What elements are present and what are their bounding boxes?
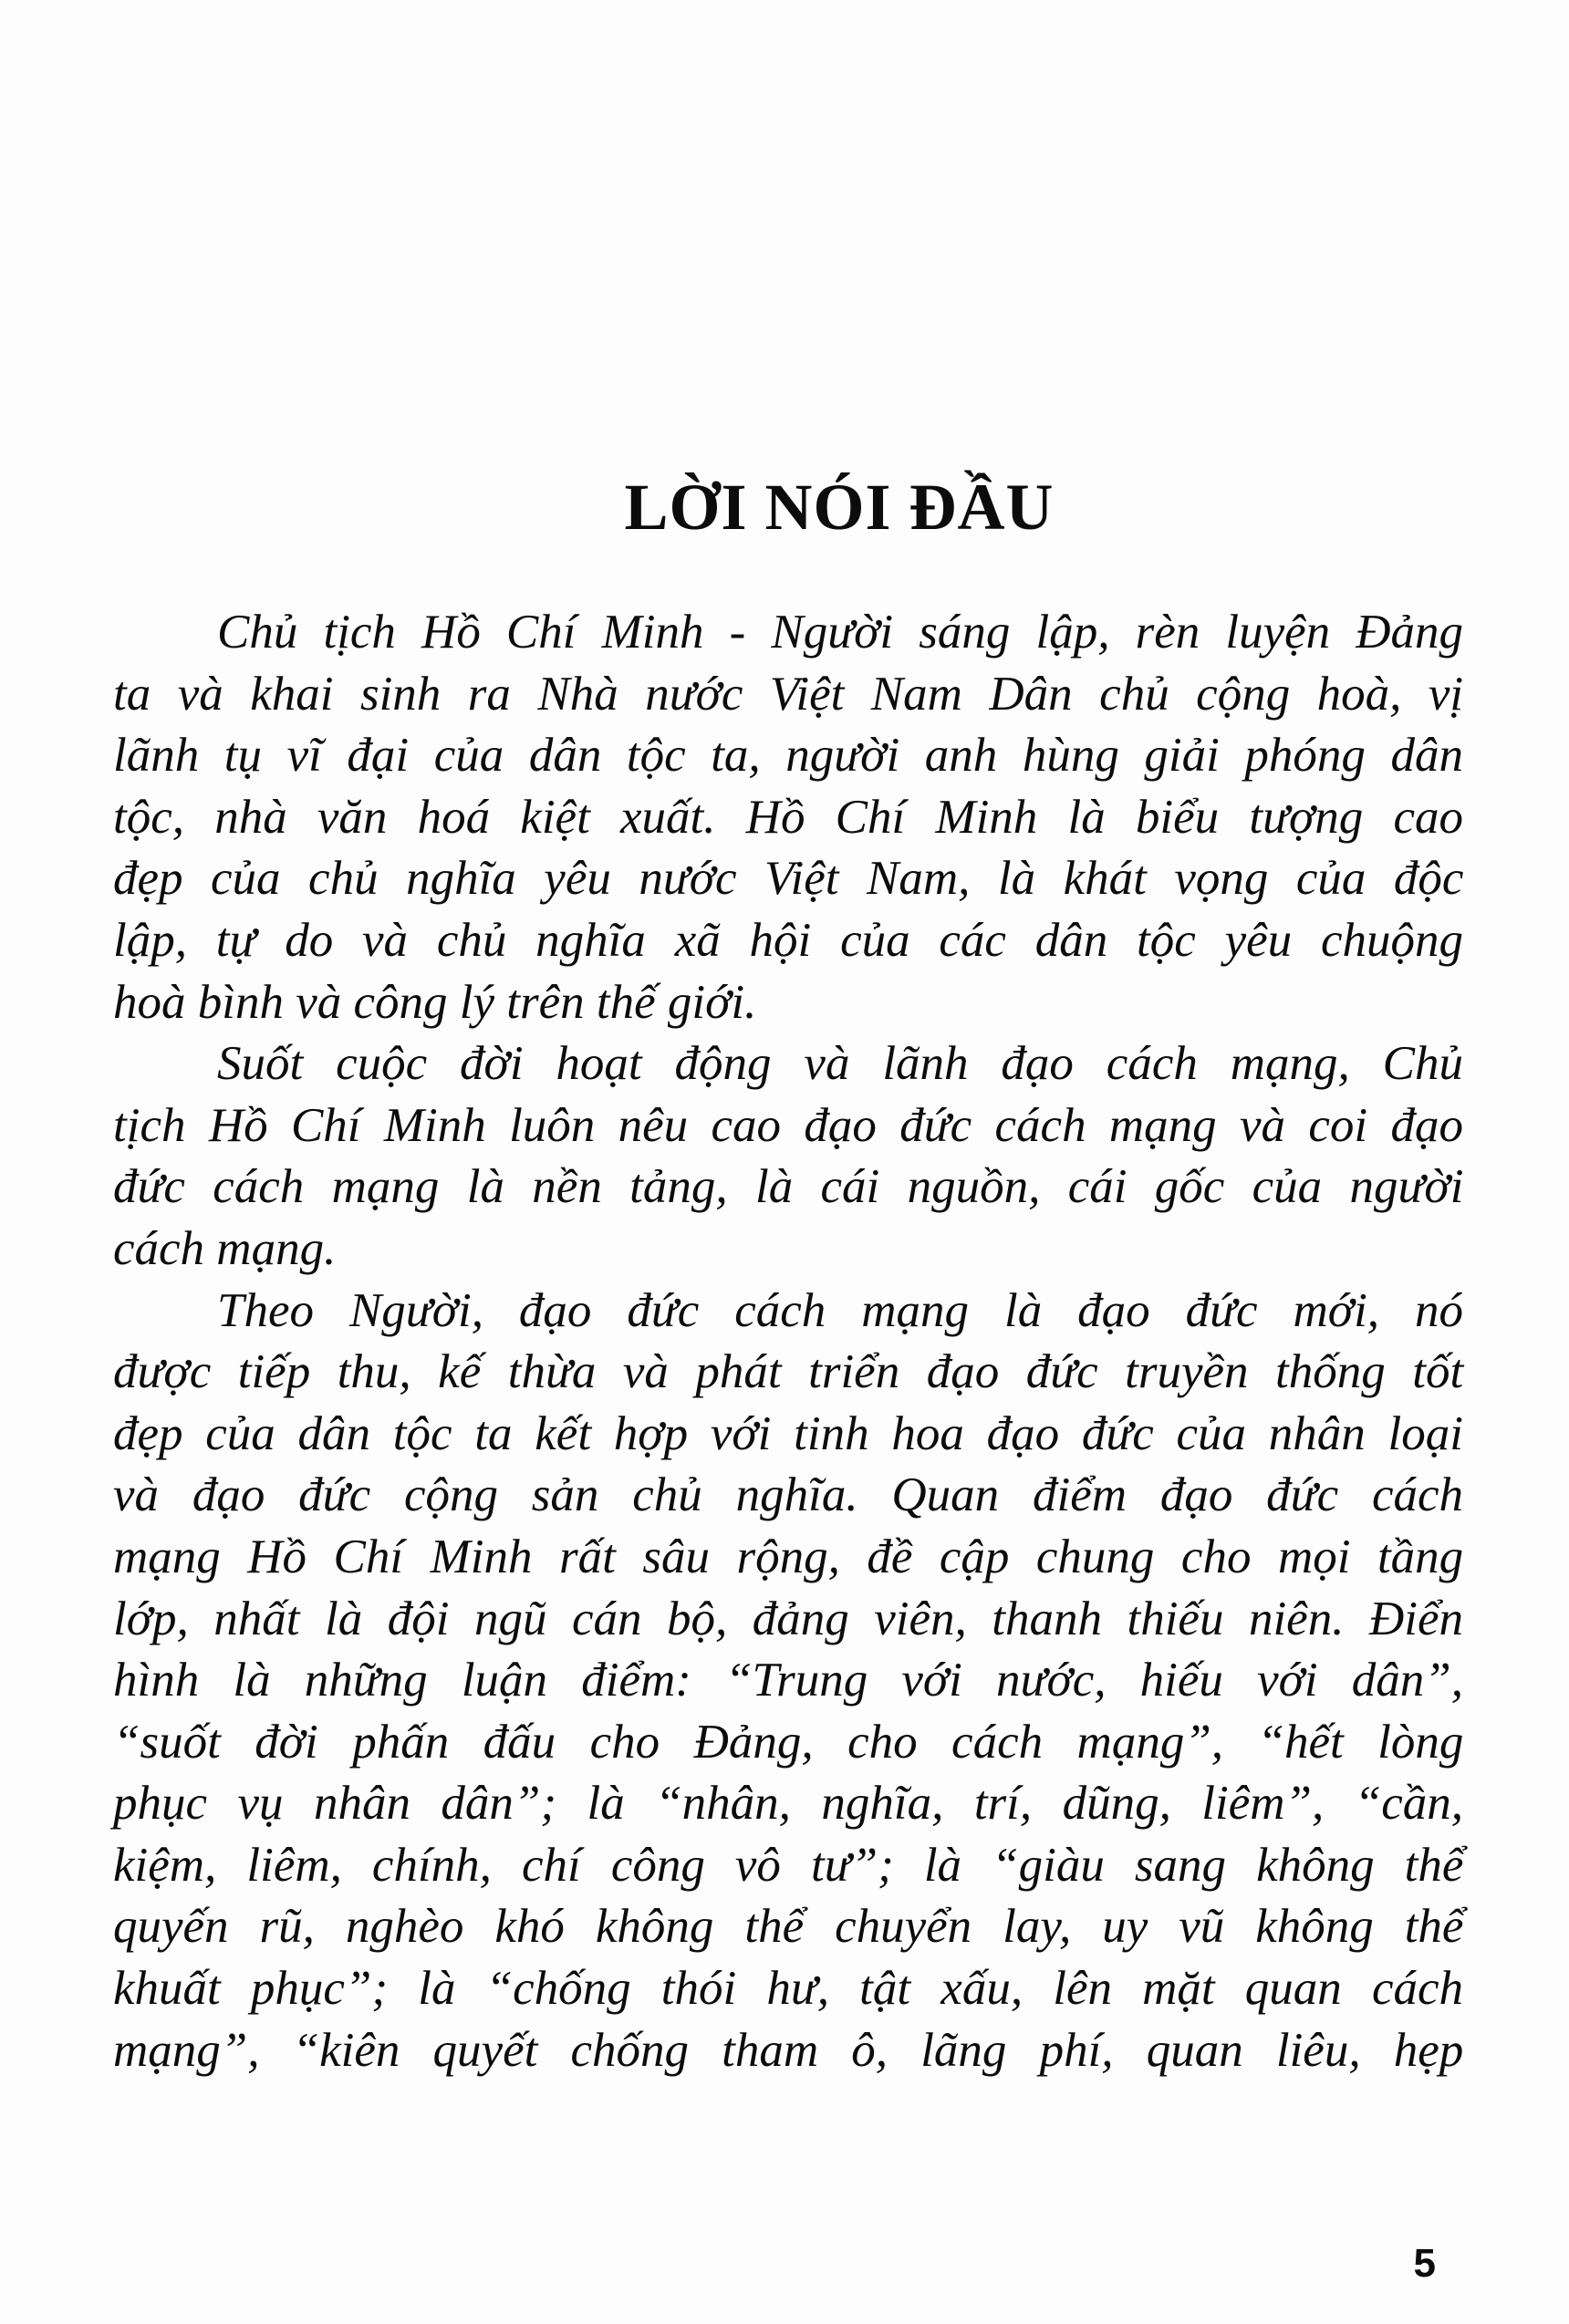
paragraph-3-line-4: và đạo đức cộng sản chủ nghĩa. Quan điểm đạo đức cách bbox=[113, 1468, 1463, 1522]
paragraph-3-line-12: khuất phục”; là “chống thói hư, tật xấu, lên mặt quan cách bbox=[113, 1962, 1464, 2016]
paragraph-1-line-1: Chủ tịch Hồ Chí Minh - Người sáng lập, rèn luyện Đảng bbox=[217, 606, 1463, 659]
paragraph-3-line-9: phục vụ nhân dân”; là “nhân, nghĩa, trí, dũng, liêm”, “cần, bbox=[113, 1777, 1463, 1831]
paragraph-3-line-11: quyến rũ, nghèo khó không thể chuyển lay, uy vũ không thể bbox=[113, 1900, 1464, 1954]
paragraph-3-line-7: hình là những luận điểm: “Trung với nước, hiếu với dân”, bbox=[113, 1654, 1463, 1707]
paragraph-1-line-2: ta và khai sinh ra Nhà nước Việt Nam Dân chủ cộng hoà, vị bbox=[113, 667, 1464, 721]
paragraph-2-line-4: cách mạng. bbox=[113, 1221, 337, 1275]
page-title: LỜI NÓI ĐẦU bbox=[624, 471, 1055, 544]
paragraph-3-line-10: kiệm, liêm, chính, chí công vô tư”; là “giàu sang không thể bbox=[113, 1838, 1464, 1892]
paragraph-3-line-1: Theo Người, đạo đức cách mạng là đạo đức mới, nó bbox=[217, 1283, 1463, 1337]
paragraph-1-line-6: lập, tự do và chủ nghĩa xã hội của các dân tộc yêu chuộng bbox=[113, 913, 1463, 967]
paragraph-3-line-6: lớp, nhất là đội ngũ cán bộ, đảng viên, thanh thiếu niên. Điển bbox=[113, 1592, 1463, 1645]
paragraph-1-line-3: lãnh tụ vĩ đại của dân tộc ta, người anh hùng giải phóng dân bbox=[113, 729, 1463, 783]
paragraph-3-line-2: được tiếp thu, kế thừa và phát triển đạo đức truyền thống tốt bbox=[113, 1345, 1464, 1399]
paragraph-3-line-8: “suốt đời phấn đấu cho Đảng, cho cách mạng”, “hết lòng bbox=[113, 1715, 1464, 1769]
paragraph-3-line-3: đẹp của dân tộc ta kết hợp với tinh hoa đạo đức của nhân loại bbox=[113, 1406, 1463, 1460]
paragraph-2-line-2: tịch Hồ Chí Minh luôn nêu cao đạo đức cách mạng và coi đạo bbox=[113, 1098, 1463, 1152]
paragraph-2-line-1: Suốt cuộc đời hoạt động và lãnh đạo cách mạng, Chủ bbox=[217, 1037, 1463, 1091]
paragraph-1-line-5: đẹp của chủ nghĩa yêu nước Việt Nam, là khát vọng của độc bbox=[113, 852, 1464, 906]
body-text bbox=[113, 602, 1463, 2081]
paragraph-3-line-13: mạng”, “kiên quyết chống tham ô, lãng phí, quan liêu, hẹp bbox=[113, 2023, 1464, 2077]
paragraph-2-line-3: đức cách mạng là nền tảng, là cái nguồn, cái gốc của người bbox=[113, 1160, 1464, 1214]
paragraph-1-line-7: hoà bình và công lý trên thế giới. bbox=[113, 975, 757, 1029]
page-number: 5 bbox=[1413, 2241, 1436, 2286]
paragraph-3-line-5: mạng Hồ Chí Minh rất sâu rộng, đề cập chung cho mọi tầng bbox=[113, 1530, 1464, 1583]
paragraph-1-line-4: tộc, nhà văn hoá kiệt xuất. Hồ Chí Minh là biểu tượng cao bbox=[113, 790, 1463, 844]
